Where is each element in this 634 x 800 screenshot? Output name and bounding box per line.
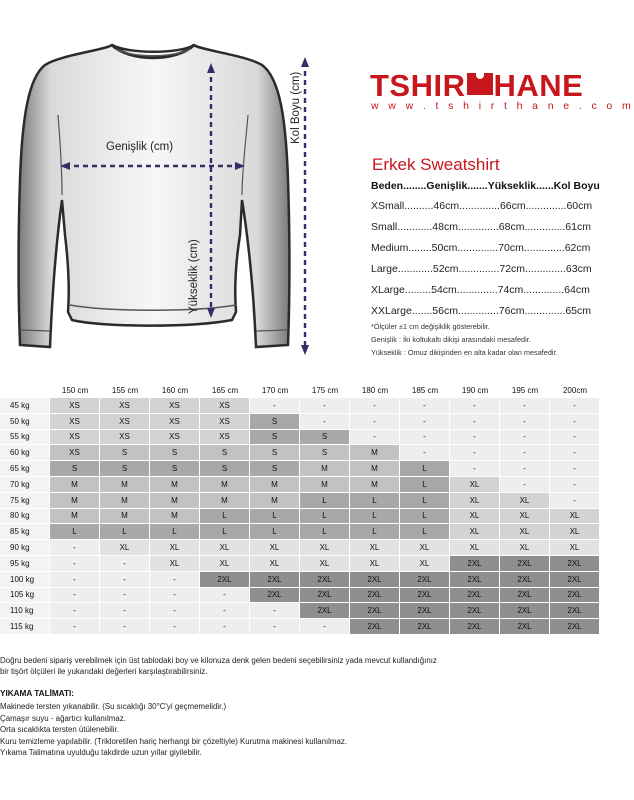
size-cell: - xyxy=(350,398,400,414)
size-cell: L xyxy=(50,524,100,540)
size-cell: 2XL xyxy=(250,588,300,604)
size-cell: L xyxy=(200,509,250,525)
size-cell: 2XL xyxy=(350,619,400,635)
size-cell: - xyxy=(100,619,150,635)
wash-instruction-line: Orta sıcaklıkta tersten ütülenebilir. xyxy=(0,725,119,734)
weight-label: 110 kg xyxy=(0,603,50,619)
size-chart-row xyxy=(0,445,600,461)
size-cell: XS xyxy=(200,398,250,414)
size-cell: - xyxy=(400,430,450,446)
size-cell: XL xyxy=(300,540,350,556)
size-cell: XS xyxy=(50,445,100,461)
size-cell: 2XL xyxy=(350,603,400,619)
size-chart xyxy=(0,382,600,635)
size-cell: - xyxy=(50,572,100,588)
size-cell: 2XL xyxy=(500,556,550,572)
size-cell: 2XL xyxy=(450,588,500,604)
weight-label: 75 kg xyxy=(0,493,50,509)
size-cell: - xyxy=(150,603,200,619)
height-column-header: 195 cm xyxy=(500,382,550,398)
size-cell: 2XL xyxy=(350,572,400,588)
sweatshirt-illustration xyxy=(0,0,340,370)
size-cell: - xyxy=(250,603,300,619)
height-column-header: 175 cm xyxy=(300,382,350,398)
size-chart-row xyxy=(0,493,600,509)
size-cell: XL xyxy=(300,556,350,572)
size-cell: 2XL xyxy=(400,619,450,635)
size-cell: - xyxy=(150,588,200,604)
size-cell: XL xyxy=(400,556,450,572)
weight-label: 95 kg xyxy=(0,556,50,572)
height-column-header: 150 cm xyxy=(50,382,100,398)
size-table-row: XLarge.........54cm..............74cm..............64cm xyxy=(371,284,590,296)
size-cell: XL xyxy=(500,493,550,509)
size-cell: 2XL xyxy=(200,572,250,588)
height-column-header: 165 cm xyxy=(200,382,250,398)
size-cell: M xyxy=(100,477,150,493)
size-cell: XS xyxy=(150,430,200,446)
size-cell: L xyxy=(350,493,400,509)
size-cell: XL xyxy=(200,556,250,572)
size-cell: - xyxy=(300,619,350,635)
size-cell: XL xyxy=(500,509,550,525)
height-column-header: 185 cm xyxy=(400,382,450,398)
size-cell: 2XL xyxy=(450,556,500,572)
size-cell: XS xyxy=(50,414,100,430)
size-cell: 2XL xyxy=(400,572,450,588)
size-cell: XL xyxy=(250,540,300,556)
weight-label: 50 kg xyxy=(0,414,50,430)
corner-cell xyxy=(0,382,50,398)
size-cell: 2XL xyxy=(350,588,400,604)
size-chart-row xyxy=(0,603,600,619)
size-cell: XL xyxy=(150,556,200,572)
size-cell: 2XL xyxy=(550,603,600,619)
size-cell: XL xyxy=(350,556,400,572)
size-cell: XL xyxy=(400,540,450,556)
size-cell: S xyxy=(250,430,300,446)
size-cell: XS xyxy=(150,398,200,414)
weight-label: 105 kg xyxy=(0,588,50,604)
wash-instruction-line: Makinede tersten yıkanabilir. (Su sıcaklığı 30°C'yi geçmemelidir.) xyxy=(0,702,227,711)
size-cell: 2XL xyxy=(300,572,350,588)
size-cell: - xyxy=(500,430,550,446)
size-chart-row xyxy=(0,461,600,477)
height-label: Yükseklik (cm) xyxy=(188,239,200,314)
size-cell: 2XL xyxy=(450,603,500,619)
wash-instruction-line: Yıkama Talimatına uyulduğu takdirde uzun yıllar giyilebilir. xyxy=(0,748,202,757)
size-measurement-table xyxy=(371,176,600,322)
size-cell: 2XL xyxy=(550,556,600,572)
size-cell: XS xyxy=(50,398,100,414)
weight-label: 90 kg xyxy=(0,540,50,556)
size-cell: XL xyxy=(450,524,500,540)
size-cell: - xyxy=(550,493,600,509)
size-cell: XS xyxy=(100,430,150,446)
size-cell: M xyxy=(200,477,250,493)
size-cell: - xyxy=(50,540,100,556)
size-cell: M xyxy=(300,461,350,477)
size-cell: - xyxy=(200,588,250,604)
size-cell: - xyxy=(550,414,600,430)
size-cell: 2XL xyxy=(500,588,550,604)
size-cell: M xyxy=(100,509,150,525)
height-column-header: 160 cm xyxy=(150,382,200,398)
height-column-header: 190 cm xyxy=(450,382,500,398)
advice-line: Doğru bedeni sipariş verebilmek için üst tablodaki boy ve kilonuza denk gelen bedeni seçebilirsiniz yada mevcut kullandığınız xyxy=(0,656,437,665)
size-cell: S xyxy=(150,445,200,461)
size-cell: XL xyxy=(500,540,550,556)
size-cell: 2XL xyxy=(500,619,550,635)
size-cell: XL xyxy=(250,556,300,572)
size-table-row: XSmall..........46cm..............66cm..............60cm xyxy=(371,200,593,212)
size-cell: - xyxy=(250,619,300,635)
size-cell: - xyxy=(50,588,100,604)
size-cell: 2XL xyxy=(550,619,600,635)
size-cell: M xyxy=(350,445,400,461)
size-cell: - xyxy=(550,477,600,493)
size-cell: XL xyxy=(450,477,500,493)
tshirt-logo-icon xyxy=(467,73,493,95)
height-column-header: 155 cm xyxy=(100,382,150,398)
size-cell: S xyxy=(250,414,300,430)
size-cell: XL xyxy=(100,540,150,556)
size-cell: 2XL xyxy=(400,603,450,619)
wash-instructions-title: YIKAMA TALİMATI: xyxy=(0,689,74,698)
size-cell: - xyxy=(500,414,550,430)
size-table-row: Small............48cm..............68cm..............61cm xyxy=(371,221,591,233)
size-cell: - xyxy=(450,414,500,430)
size-cell: L xyxy=(400,493,450,509)
size-cell: XS xyxy=(200,414,250,430)
size-cell: - xyxy=(400,445,450,461)
weight-label: 70 kg xyxy=(0,477,50,493)
brand-url: w w w . t s h i r t h a n e . c o m xyxy=(371,100,634,112)
size-cell: - xyxy=(200,603,250,619)
brand-logo: TSHIR HANE xyxy=(370,68,584,103)
size-cell: 2XL xyxy=(500,603,550,619)
size-cell: S xyxy=(200,445,250,461)
size-cell: - xyxy=(550,461,600,477)
product-title: Erkek Sweatshirt xyxy=(372,155,500,174)
size-cell: L xyxy=(400,477,450,493)
size-cell: - xyxy=(500,461,550,477)
size-chart-row xyxy=(0,414,600,430)
size-table-row: Medium........50cm..............70cm..............62cm xyxy=(371,242,591,254)
size-cell: L xyxy=(300,493,350,509)
size-cell: XL xyxy=(150,540,200,556)
size-table-row: Large............52cm..............72cm..............63cm xyxy=(371,263,592,275)
size-cell: L xyxy=(300,524,350,540)
size-chart-row xyxy=(0,572,600,588)
size-cell: - xyxy=(250,398,300,414)
size-cell: - xyxy=(150,619,200,635)
size-cell: 2XL xyxy=(550,572,600,588)
size-chart-row xyxy=(0,509,600,525)
size-cell: 2XL xyxy=(450,619,500,635)
weight-label: 100 kg xyxy=(0,572,50,588)
size-cell: - xyxy=(550,398,600,414)
size-cell: S xyxy=(250,461,300,477)
size-cell: S xyxy=(100,461,150,477)
size-cell: M xyxy=(50,509,100,525)
height-column-header: 180 cm xyxy=(350,382,400,398)
measurement-notes xyxy=(371,320,558,359)
note-line: Genişlik : İki koltukaltı dikişi arasındaki mesafedir. xyxy=(371,335,531,344)
weight-label: 60 kg xyxy=(0,445,50,461)
size-cell: S xyxy=(250,445,300,461)
size-cell: L xyxy=(400,524,450,540)
size-chart-row xyxy=(0,540,600,556)
size-chart-row xyxy=(0,430,600,446)
weight-label: 45 kg xyxy=(0,398,50,414)
size-cell: XL xyxy=(550,524,600,540)
size-cell: M xyxy=(150,477,200,493)
size-cell: S xyxy=(200,461,250,477)
size-cell: L xyxy=(350,524,400,540)
size-cell: - xyxy=(100,603,150,619)
size-cell: S xyxy=(100,445,150,461)
width-label: Genişlik (cm) xyxy=(106,141,174,153)
size-cell: XL xyxy=(550,540,600,556)
size-cell: - xyxy=(450,461,500,477)
size-cell: M xyxy=(50,493,100,509)
size-cell: L xyxy=(250,524,300,540)
size-cell: - xyxy=(400,398,450,414)
size-cell: XL xyxy=(350,540,400,556)
size-cell: XS xyxy=(50,430,100,446)
size-cell: - xyxy=(400,414,450,430)
size-cell: L xyxy=(350,509,400,525)
size-cell: 2XL xyxy=(400,588,450,604)
height-column-header: 170 cm xyxy=(250,382,300,398)
size-cell: - xyxy=(550,430,600,446)
size-cell: M xyxy=(100,493,150,509)
weight-label: 85 kg xyxy=(0,524,50,540)
size-cell: - xyxy=(500,398,550,414)
size-cell: 2XL xyxy=(500,572,550,588)
size-cell: 2XL xyxy=(300,603,350,619)
size-cell: XL xyxy=(450,493,500,509)
wash-instructions xyxy=(0,701,347,759)
note-line: Yükseklik : Omuz dikişinden en alta kadar olan mesafedir. xyxy=(371,348,558,357)
size-cell: - xyxy=(300,414,350,430)
size-cell: M xyxy=(250,477,300,493)
note-line: *Ölçüler ±1 cm değişiklik gösterebilir. xyxy=(371,322,490,331)
size-cell: - xyxy=(450,398,500,414)
size-cell: XS xyxy=(200,430,250,446)
size-cell: XL xyxy=(550,509,600,525)
size-cell: - xyxy=(300,398,350,414)
wash-instruction-line: Çamaşır suyu - ağartıcı kullanılmaz. xyxy=(0,713,126,723)
size-cell: M xyxy=(350,461,400,477)
weight-label: 115 kg xyxy=(0,619,50,635)
size-cell: L xyxy=(250,509,300,525)
size-cell: XS xyxy=(150,414,200,430)
size-cell: - xyxy=(350,414,400,430)
size-cell: - xyxy=(50,619,100,635)
size-cell: M xyxy=(150,493,200,509)
size-cell: M xyxy=(200,493,250,509)
size-chart-row xyxy=(0,398,600,414)
size-chart-row xyxy=(0,477,600,493)
product-info-section xyxy=(0,0,634,375)
size-cell: XL xyxy=(500,524,550,540)
size-chart-row xyxy=(0,556,600,572)
size-cell: - xyxy=(450,430,500,446)
size-cell: L xyxy=(300,509,350,525)
weight-label: 65 kg xyxy=(0,461,50,477)
size-cell: L xyxy=(200,524,250,540)
size-cell: 2XL xyxy=(450,572,500,588)
weight-label: 80 kg xyxy=(0,509,50,525)
size-cell: - xyxy=(450,445,500,461)
size-table-header: Beden........Genişlik.......Yükseklik......Kol Boyu xyxy=(371,180,600,192)
size-cell: - xyxy=(550,445,600,461)
size-cell: - xyxy=(100,588,150,604)
size-cell: L xyxy=(400,461,450,477)
size-cell: XS xyxy=(100,398,150,414)
size-table-row: XXLarge.......56cm..............76cm..............65cm xyxy=(371,305,591,317)
wash-instruction-line: Kuru temizleme yapılabilir. (Trikloretilen hariç herhangi bir çözeltiyle) Kurutma makinesi kullanılmaz. xyxy=(0,736,348,746)
size-cell: - xyxy=(150,572,200,588)
size-cell: S xyxy=(300,445,350,461)
size-cell: L xyxy=(100,524,150,540)
size-chart-row xyxy=(0,524,600,540)
size-cell: 2XL xyxy=(550,588,600,604)
size-cell: - xyxy=(500,445,550,461)
size-cell: L xyxy=(400,509,450,525)
size-cell: XL xyxy=(200,540,250,556)
size-cell: XL xyxy=(450,540,500,556)
weight-label: 55 kg xyxy=(0,430,50,446)
size-cell: - xyxy=(200,619,250,635)
size-cell: - xyxy=(50,556,100,572)
height-column-header: 200cm xyxy=(550,382,600,398)
size-cell: 2XL xyxy=(300,588,350,604)
size-chart-row xyxy=(0,588,600,604)
size-cell: - xyxy=(350,430,400,446)
size-cell: XL xyxy=(450,509,500,525)
size-cell: M xyxy=(150,509,200,525)
size-cell: - xyxy=(500,477,550,493)
size-chart-row xyxy=(0,619,600,635)
size-cell: M xyxy=(50,477,100,493)
size-advice xyxy=(0,655,600,677)
size-cell: - xyxy=(50,603,100,619)
size-cell: S xyxy=(150,461,200,477)
size-cell: M xyxy=(300,477,350,493)
size-cell: L xyxy=(150,524,200,540)
sleeve-label: Kol Boyu (cm) xyxy=(290,71,302,144)
size-cell: S xyxy=(50,461,100,477)
size-cell: M xyxy=(250,493,300,509)
size-cell: - xyxy=(100,556,150,572)
size-cell: 2XL xyxy=(250,572,300,588)
size-cell: M xyxy=(350,477,400,493)
size-cell: S xyxy=(300,430,350,446)
size-cell: - xyxy=(100,572,150,588)
advice-line: bir tişört ölçüleri ile yukarıdaki değerleri karşılaştırabilirsiniz. xyxy=(0,667,208,676)
size-cell: XS xyxy=(100,414,150,430)
